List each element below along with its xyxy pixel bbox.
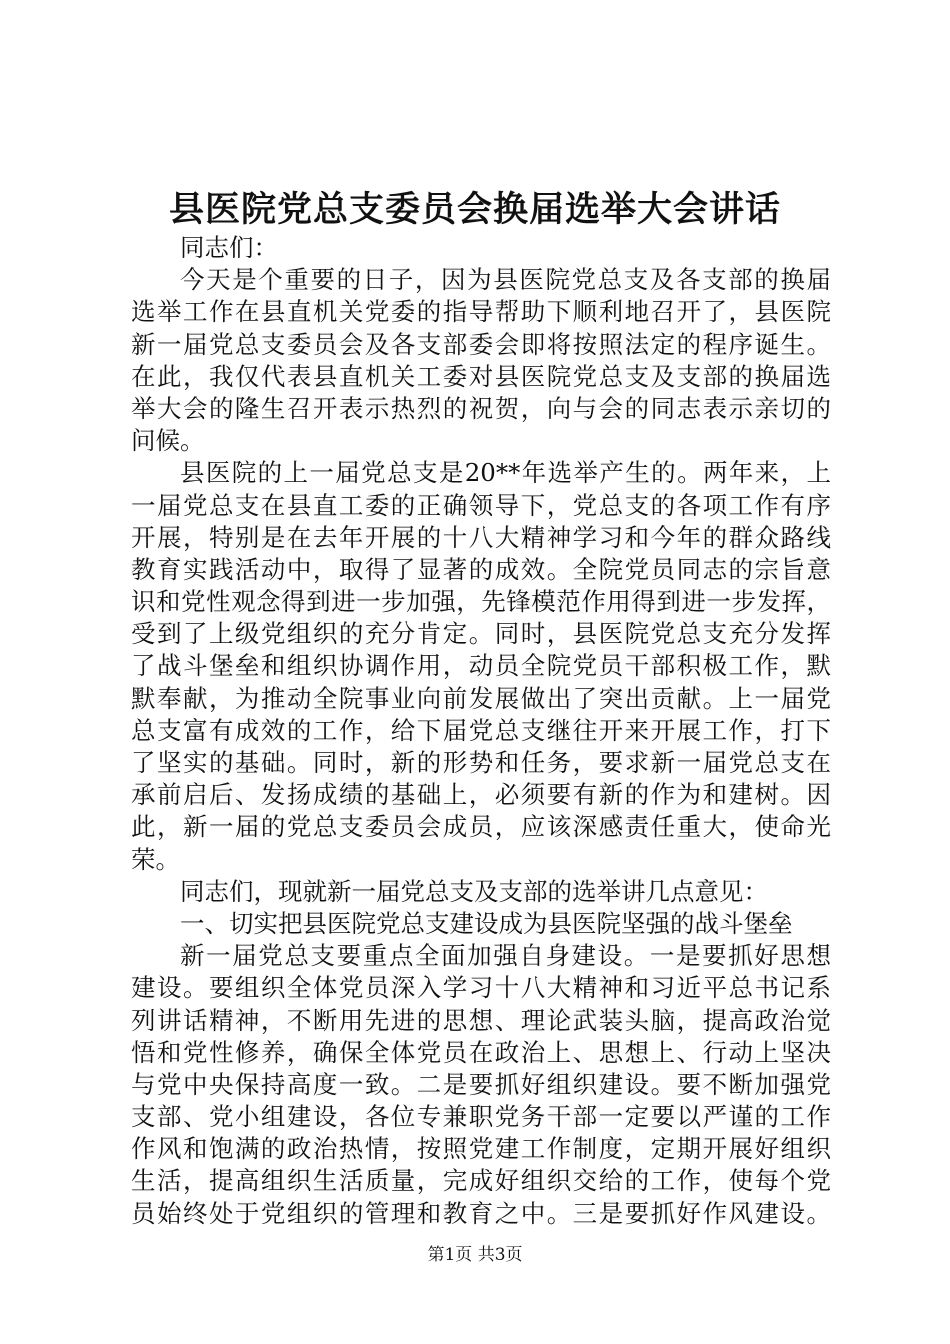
text-line: 问候。 [131, 426, 205, 456]
text-line: 建设。要组织全体党员深入学习十八大精神和习近平总书记系 [131, 973, 831, 1003]
text-line: 在此，我仅代表县直机关工委对县医院党总支及支部的换届选 [131, 361, 831, 391]
text-line: 作风和饱满的政治热情，按照党建工作制度，定期开展好组织 [131, 1134, 831, 1164]
text-line: 受到了上级党组织的充分肯定。同时，县医院党总支充分发挥 [131, 619, 831, 649]
page-number: 第1页 共3页 [427, 1245, 523, 1265]
text-line: 识和党性观念得到进一步加强，先锋模范作用得到进一步发挥， [131, 587, 831, 617]
text-line: 新一届党总支要重点全面加强自身建设。一是要抓好思想 [180, 941, 831, 971]
document-body [131, 232, 831, 1230]
text-line: 列讲话精神，不断用先进的思想、理论武装头脑，提高政治觉 [131, 1005, 831, 1035]
text-line: 员始终处于党组织的管理和教育之中。三是要抓好作风建设。 [131, 1198, 831, 1228]
text-line: 同志们： [180, 233, 278, 262]
text-line: 此，新一届的党总支委员会成员，应该深感责任重大，使命光 [131, 812, 831, 842]
text-line: 荣。 [131, 844, 180, 874]
text-line: 今天是个重要的日子，因为县医院党总支及各支部的换届 [180, 265, 831, 295]
text-line: 总支富有成效的工作，给下届党总支继往开来开展工作，打下 [131, 715, 831, 745]
text-line: 了坚实的基础。同时，新的形势和任务，要求新一届党总支在 [131, 748, 831, 777]
text-line: 默奉献，为推动全院事业向前发展做出了突出贡献。上一届党 [131, 683, 831, 713]
text-line: 支部、党小组建设，各位专兼职党务干部一定要以严谨的工作 [131, 1102, 831, 1132]
section-heading: 一、切实把县医院党总支建设成为县医院坚强的战斗堡垒 [180, 908, 793, 938]
text-line: 与党中央保持高度一致。二是要抓好组织建设。要不断加强党 [131, 1069, 831, 1099]
text-line: 承前启后、发扬成绩的基础上，必须要有新的作为和建树。因 [131, 780, 831, 810]
text-line: 一届党总支在县直工委的正确领导下，党总支的各项工作有序 [131, 490, 831, 520]
text-line: 了战斗堡垒和组织协调作用，动员全院党员干部积极工作，默 [131, 651, 831, 681]
text-line: 新一届党总支委员会及各支部委会即将按照法定的程序诞生。 [131, 329, 831, 359]
text-line: 同志们，现就新一届党总支及支部的选举讲几点意见： [180, 876, 768, 906]
document-title: 县医院党总支委员会换届选举大会讲话 [168, 189, 781, 230]
text-line: 教育实践活动中，取得了显著的成效。全院党员同志的宗旨意 [131, 554, 831, 584]
text-line: 举大会的隆生召开表示热烈的祝贺，向与会的同志表示亲切的 [131, 393, 831, 423]
text-line: 开展，特别是在去年开展的十八大精神学习和今年的群众路线 [131, 522, 831, 552]
text-line: 县医院的上一届党总支是20**年选举产生的。两年来，上 [180, 458, 831, 488]
text-line: 悟和党性修养，确保全体党员在政治上、思想上、行动上坚决 [131, 1037, 831, 1067]
text-line: 生活，提高组织生活质量，完成好组织交给的工作，使每个党 [131, 1166, 831, 1196]
text-line: 选举工作在县直机关党委的指导帮助下顺利地召开了，县医院 [131, 297, 831, 327]
